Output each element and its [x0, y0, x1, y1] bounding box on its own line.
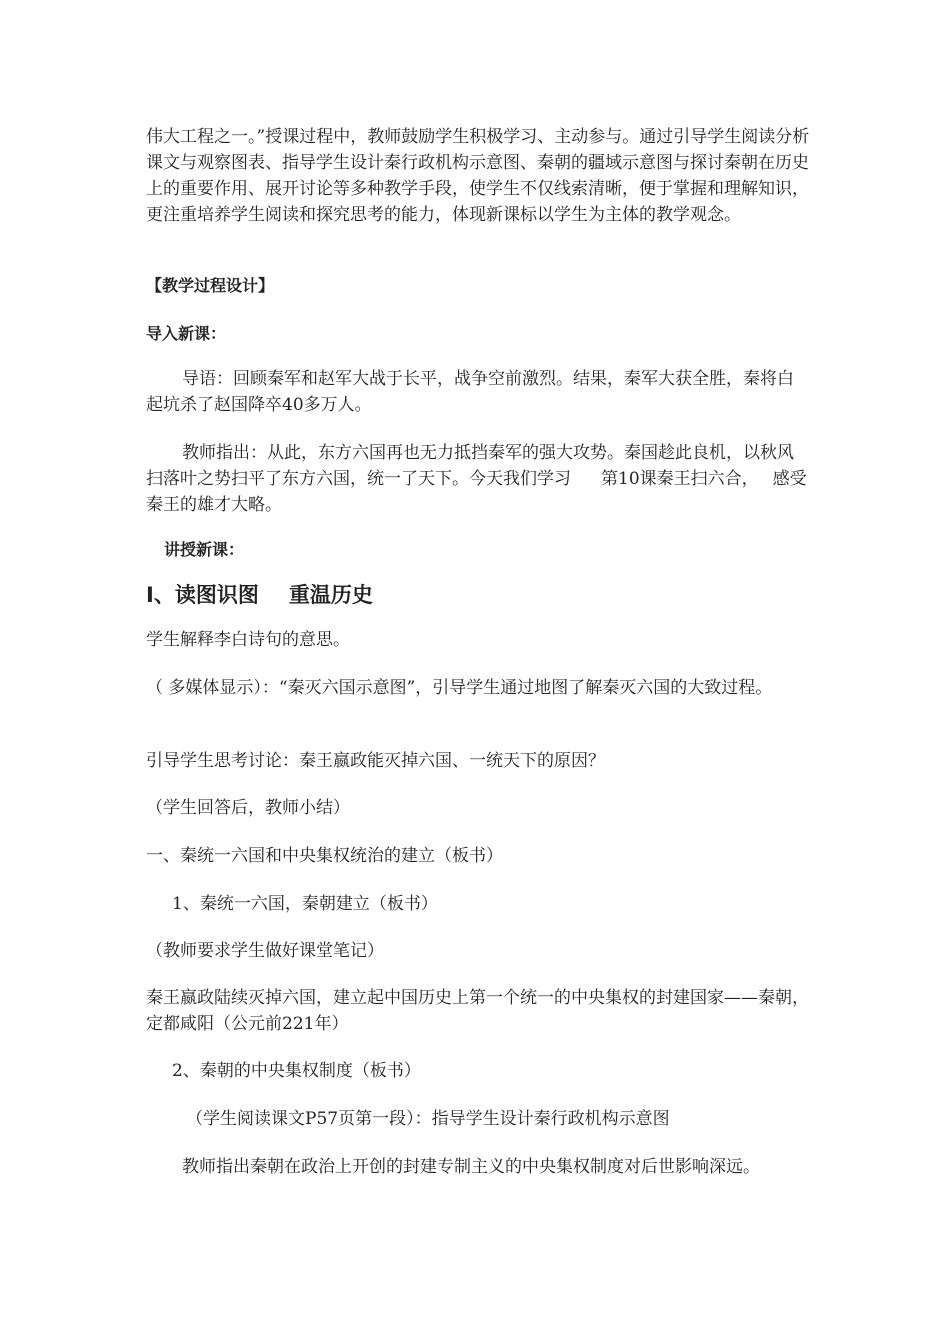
discussion-paragraph: 引导学生思考讨论：秦王嬴政能灭掉六国、一统天下的原因？ — [146, 751, 605, 771]
teacher-final-paragraph: 教师指出秦朝在政治上开创的封建专制主义的中央集权制度对后世影响深远。 — [182, 1157, 760, 1177]
summary-paragraph: （学生回答后，教师小结） — [146, 798, 350, 818]
qin-paragraph: 秦王嬴政陆续灭掉六国，建立起中国历史上第一个统一的中央集权的封建国家——秦朝，定都咸阳（公元前221年） — [146, 988, 809, 1034]
reading-paragraph: （学生阅读课文P57页第一段）：指导学生设计秦行政机构示意图 — [186, 1109, 670, 1129]
part-heading-2: 重温历史 — [288, 583, 373, 607]
teacher-point-paragraph — [146, 440, 810, 518]
part-heading — [146, 580, 810, 610]
multimedia-paragraph: （ 多媒体显示）：“秦灭六国示意图”，引导学生通过地图了解秦灭六国的大致过程。 — [146, 678, 773, 698]
notes-paragraph: （教师要求学生做好课堂笔记） — [146, 941, 384, 961]
teacher-point-text-c: 感受秦王的雄才大略。 — [146, 469, 807, 515]
part-heading-1: Ⅰ、读图识图 — [146, 583, 259, 607]
lead-in-paragraph: 导语：回顾秦军和赵军大战于长平，战争空前激烈。结果，秦军大获全胜，秦将白起坑杀了赵国降卒40多万人。 — [146, 369, 794, 415]
teacher-point-text-a: 教师指出：从此，东方六国再也无力抵挡秦军的强大攻势。秦国趁此良机，以秋风扫落叶之势扫平了东方六国，统一了天下。今天我们学习 — [146, 443, 794, 489]
outline-item-1: 一、秦统一六国和中央集权统治的建立（板书） — [146, 846, 503, 866]
li-bai-paragraph: 学生解释李白诗句的意思。 — [146, 630, 350, 650]
section-intro-heading: 导入新课： — [146, 324, 227, 343]
section-teach-heading: 讲授新课： — [164, 540, 245, 559]
intro-paragraph: 伟大工程之一。”授课过程中，教师鼓励学生积极学习、主动参与。通过引导学生阅读分析课文与观察图表、指导学生设计秦行政机构示意图、秦朝的疆域示意图与探讨秦朝在历史上的重要作用、展开讨论等多种教学手段，使学生不仅线索清晰，便于掌握和理解知识，更注重培养学生阅读和探究思考的能力，体现新课标以学生为主体的教学观念。 — [146, 127, 810, 225]
lesson-title: 第10课秦王扫六合， — [601, 469, 759, 489]
outline-item-1-2: 2、秦朝的中央集权制度（板书） — [172, 1061, 421, 1081]
section-design-heading: 【教学过程设计】 — [146, 276, 275, 295]
outline-item-1-1: 1、秦统一六国，秦朝建立（板书） — [172, 894, 438, 914]
